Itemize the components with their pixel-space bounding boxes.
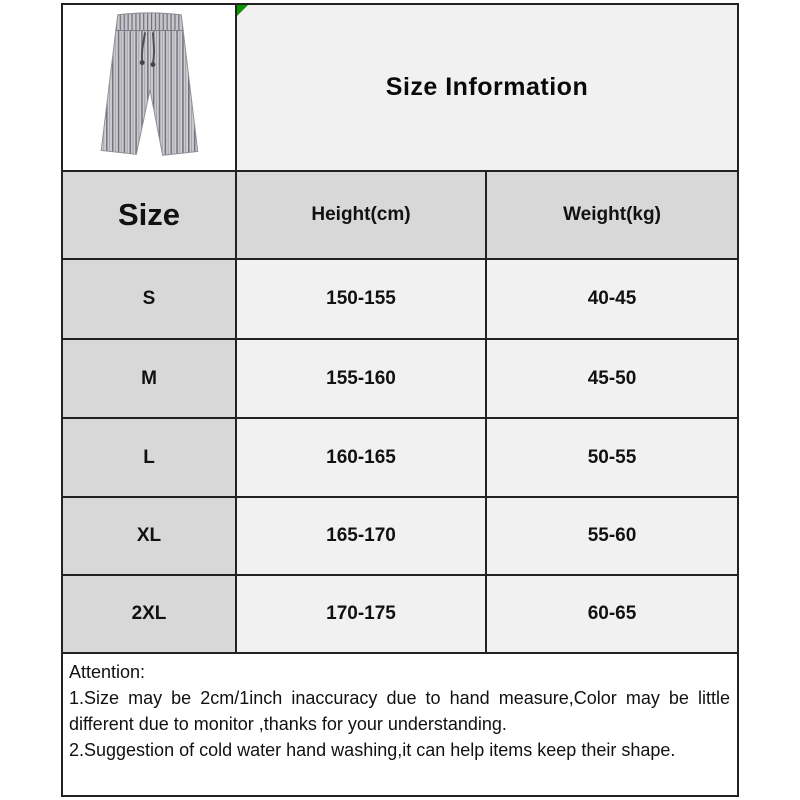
height-value: 165-170	[236, 497, 486, 575]
size-label: XL	[62, 497, 236, 575]
size-label: L	[62, 418, 236, 497]
size-chart-table	[61, 3, 739, 797]
weight-value: 60-65	[486, 575, 738, 653]
weight-value: 40-45	[486, 259, 738, 339]
column-header-height: Height(cm)	[236, 171, 486, 259]
attention-title: Attention:	[69, 662, 146, 682]
banner-row	[62, 4, 738, 171]
size-label: M	[62, 339, 236, 418]
page-title: Size Information	[385, 73, 589, 101]
table-row-xl	[62, 497, 738, 575]
height-value: 170-175	[236, 575, 486, 653]
green-corner-marker-icon	[237, 5, 248, 16]
product-photo	[63, 6, 235, 169]
table-row-2xl	[62, 575, 738, 653]
table-row-l	[62, 418, 738, 497]
size-label: S	[62, 259, 236, 339]
table-row-m	[62, 339, 738, 418]
height-value: 160-165	[236, 418, 486, 497]
attention-note-1: 1.Size may be 2cm/1inch inaccuracy due to hand measure,Color may be little different due to monitor ,thanks for your understanding.	[69, 688, 730, 734]
column-header-row	[62, 171, 738, 259]
size-label: 2XL	[62, 575, 236, 653]
attention-note-2: 2.Suggestion of cold water hand washing,it can help items keep their shape.	[69, 740, 676, 760]
height-value: 150-155	[236, 259, 486, 339]
height-value: 155-160	[236, 339, 486, 418]
size-information-title-cell	[236, 4, 738, 171]
product-photo-cell	[62, 4, 236, 171]
striped-pants-image	[65, 8, 233, 168]
weight-value: 50-55	[486, 418, 738, 497]
column-header-weight: Weight(kg)	[486, 171, 738, 259]
weight-value: 55-60	[486, 497, 738, 575]
attention-block	[63, 654, 737, 763]
table-row-s	[62, 259, 738, 339]
attention-cell	[62, 653, 738, 796]
weight-value: 45-50	[486, 339, 738, 418]
attention-row	[62, 653, 738, 796]
column-header-size: Size	[62, 171, 236, 259]
